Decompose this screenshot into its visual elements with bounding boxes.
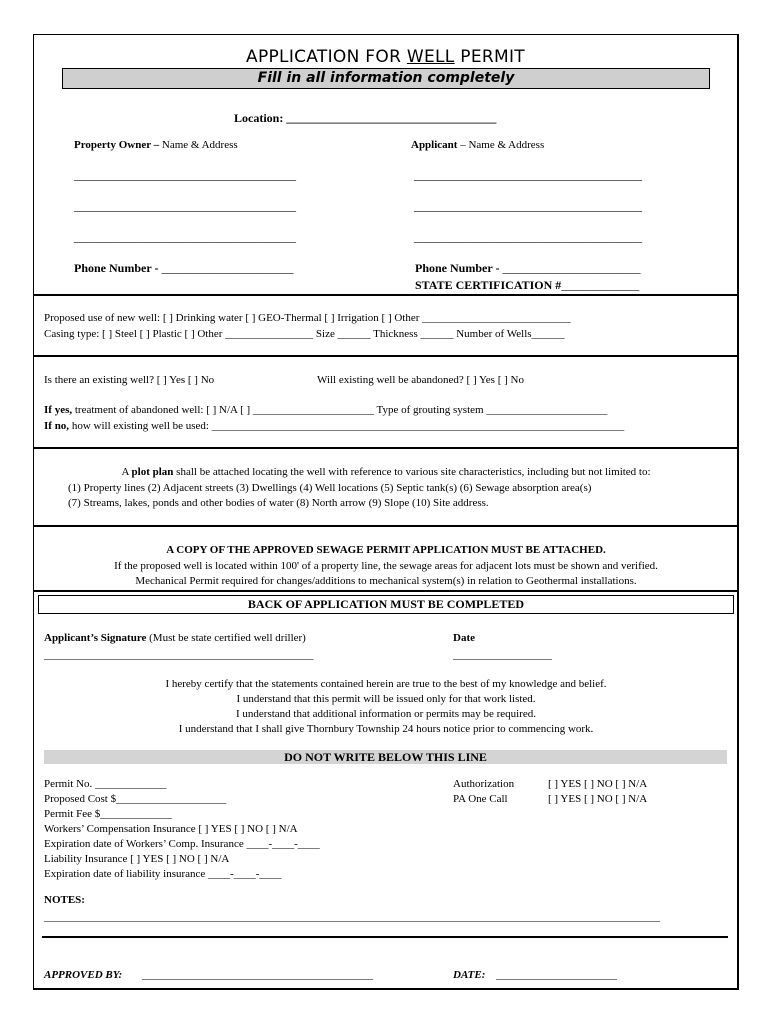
page-title	[34, 47, 737, 67]
subtitle-banner: Fill in all information completely	[62, 68, 710, 89]
notes-line[interactable]: ________________________________________________________________________________________________________________	[44, 911, 660, 923]
do-not-write-banner: DO NOT WRITE BELOW THIS LINE	[44, 750, 727, 764]
proposed-use-line[interactable]: Proposed use of new well: [ ] Drinking water [ ] GEO-Thermal [ ] Irrigation [ ] Other ___________________________	[44, 312, 571, 324]
owner-phone-field[interactable]	[74, 261, 293, 276]
permit-number-field[interactable]: Permit No. _____________	[44, 778, 167, 790]
owner-phone-label: Phone Number -	[74, 261, 159, 275]
property-owner-sublabel: Name & Address	[159, 139, 238, 151]
approval-date-blank[interactable]: ______________________	[496, 969, 617, 981]
plot-plan-intro	[34, 466, 738, 478]
pa-one-call-options[interactable]: [ ] YES [ ] NO [ ] N/A	[548, 793, 648, 805]
signature-heading	[44, 632, 306, 644]
plot-plan-text-pre: A	[121, 466, 132, 478]
applicant-sublabel: – Name & Address	[457, 139, 545, 151]
signature-date-blank[interactable]: __________________	[453, 649, 552, 661]
sewage-line-2: Mechanical Permit required for changes/additions to mechanical system(s) in relation to Geothermal installations.	[135, 575, 637, 587]
permit-fee-field[interactable]: Permit Fee $_____________	[44, 808, 172, 820]
section-divider	[34, 355, 738, 357]
approved-by-label: APPROVED BY:	[44, 969, 123, 981]
section-divider	[34, 294, 738, 296]
approved-by-blank[interactable]: __________________________________________	[142, 969, 373, 981]
if-yes-label: If yes,	[44, 404, 73, 416]
if-no-label: If no,	[44, 420, 70, 432]
signature-label: Applicant’s Signature	[44, 632, 147, 644]
plot-plan-items-2: (7) Streams, lakes, ponds and other bodies of water (8) North arrow (9) Slope (10) Site address.	[68, 497, 489, 509]
location-field[interactable]	[234, 111, 496, 126]
applicant-phone-label: Phone Number -	[415, 261, 500, 275]
certify-line-1: I hereby certify that the statements contained herein are true to the best of my knowledge and belief.	[165, 678, 607, 690]
sewage-line-1: If the proposed well is located within 100' of a property line, the sewage areas for adjacent lots must be shown and verified.	[114, 560, 658, 572]
existing-well-question[interactable]: Is there an existing well? [ ] Yes [ ] No	[44, 374, 215, 386]
applicant-heading	[411, 139, 544, 151]
signature-date-label: Date	[453, 632, 475, 644]
workers-comp-expiration-field[interactable]: Expiration date of Workers’ Comp. Insurance ____-____-____	[44, 838, 320, 850]
pa-one-call-label: PA One Call	[453, 793, 508, 805]
liability-expiration-field[interactable]: Expiration date of liability insurance ____-____-____	[44, 868, 282, 880]
plot-plan-text-bold: plot plan	[131, 466, 174, 478]
authorization-options[interactable]: [ ] YES [ ] NO [ ] N/A	[548, 778, 648, 790]
notes-divider	[42, 936, 728, 938]
abandon-well-question[interactable]: Will existing well be abandoned? [ ] Yes [ ] No	[317, 374, 524, 386]
state-certification-blank[interactable]: _____________	[561, 278, 640, 292]
plot-plan-items-1: (1) Property lines (2) Adjacent streets (3) Dwellings (4) Well locations (5) Septic tank(s) (6) Sewage absorption area(s)	[68, 482, 592, 494]
certify-line-4: I understand that I shall give Thornbury Township 24 hours notice prior to commencing work.	[178, 723, 594, 735]
title-text-pre: APPLICATION FOR	[246, 47, 407, 67]
applicant-address-line-1[interactable]: ______________________________________	[414, 168, 642, 182]
property-owner-label: Property Owner –	[74, 139, 160, 151]
applicant-address-line-2[interactable]: ______________________________________	[414, 199, 642, 213]
certify-line-3: I understand that additional information or permits may be required.	[236, 708, 536, 720]
applicant-phone-field[interactable]	[415, 261, 640, 276]
section-divider	[34, 525, 738, 527]
casing-type-line[interactable]: Casing type: [ ] Steel [ ] Plastic [ ] Other ________________ Size ______ Thickness ______ Number of Wells______	[44, 328, 565, 340]
title-text-post: PERMIT	[454, 47, 525, 67]
permit-application-form	[33, 34, 739, 990]
certify-line-2: I understand that this permit will be issued only for that work listed.	[236, 693, 536, 705]
property-owner-heading	[74, 139, 238, 151]
liability-insurance-field[interactable]: Liability Insurance [ ] YES [ ] NO [ ] N/A	[44, 853, 230, 865]
signature-sublabel: (Must be state certified well driller)	[146, 632, 306, 644]
if-no-text[interactable]: how will existing well be used: ___________________________________________________________________________	[69, 420, 625, 432]
signature-blank[interactable]: _________________________________________________	[44, 649, 314, 661]
approval-date-label: DATE:	[453, 969, 486, 981]
title-text-underlined: WELL	[406, 47, 455, 67]
workers-comp-field[interactable]: Workers’ Compensation Insurance [ ] YES [ ] NO [ ] N/A	[44, 823, 298, 835]
sewage-heading: A COPY OF THE APPROVED SEWAGE PERMIT APPLICATION MUST BE ATTACHED.	[166, 544, 606, 556]
plot-plan-text-post: shall be attached locating the well with reference to various site characteristics, including but not limited to:	[173, 466, 651, 478]
applicant-phone-blank[interactable]: _______________________	[502, 261, 641, 275]
proposed-cost-field[interactable]: Proposed Cost $____________________	[44, 793, 227, 805]
owner-address-line-2[interactable]: _____________________________________	[74, 199, 296, 213]
location-label: Location:	[234, 111, 284, 125]
state-certification-label: STATE CERTIFICATION #	[415, 278, 562, 292]
owner-address-line-1[interactable]: _____________________________________	[74, 168, 296, 182]
authorization-label: Authorization	[453, 778, 515, 790]
if-no-line[interactable]	[44, 420, 624, 432]
if-yes-line[interactable]	[44, 404, 607, 416]
if-yes-text[interactable]: treatment of abandoned well: [ ] N/A [ ] ______________________ Type of grouting system ______________________	[72, 404, 608, 416]
notes-label: NOTES:	[44, 894, 85, 906]
applicant-label: Applicant	[411, 139, 458, 151]
section-divider	[34, 590, 738, 592]
applicant-address-line-3[interactable]: ______________________________________	[414, 230, 642, 244]
back-of-application-notice: BACK OF APPLICATION MUST BE COMPLETED	[38, 595, 734, 614]
owner-address-line-3[interactable]: _____________________________________	[74, 230, 296, 244]
section-divider	[34, 447, 738, 449]
location-blank[interactable]: ___________________________________	[286, 111, 497, 125]
owner-phone-blank[interactable]: ______________________	[161, 261, 294, 275]
state-certification-field[interactable]	[415, 278, 639, 293]
